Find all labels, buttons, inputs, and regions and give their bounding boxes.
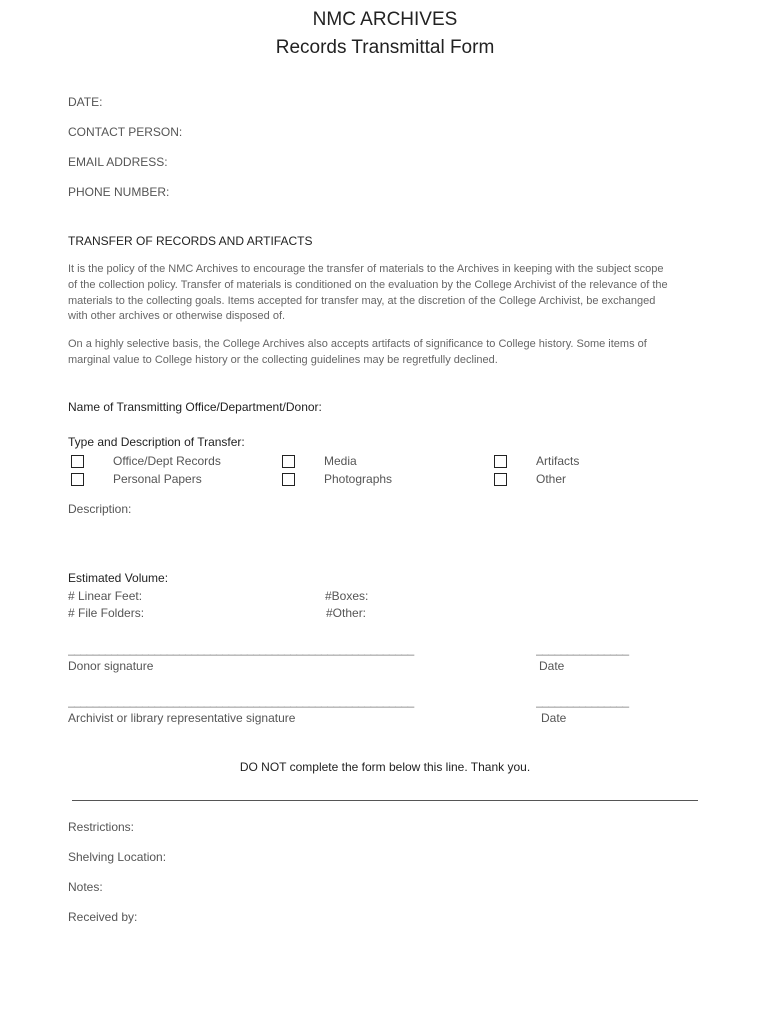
other-label: Other: [536, 472, 567, 486]
transfer-type-label: Type and Description of Transfer:: [68, 435, 245, 449]
archivist-date-label: Date: [541, 711, 567, 725]
restrictions-field-label: Restrictions:: [68, 820, 135, 834]
archivist-date-line: _______________: [536, 694, 629, 708]
transfer-heading: TRANSFER OF RECORDS AND ARTIFACTS: [68, 234, 313, 248]
description-field-label: Description:: [68, 502, 132, 516]
linear-feet-field-label: # Linear Feet:: [68, 589, 143, 603]
do-not-complete-notice: DO NOT complete the form below this line. Thank you.: [239, 760, 531, 774]
media-checkbox[interactable]: [282, 455, 295, 468]
photographs-label: Photographs: [324, 472, 393, 486]
form-title: NMC ARCHIVES: [312, 9, 458, 30]
file-folders-field-label: # File Folders:: [68, 606, 145, 620]
other-checkbox[interactable]: [494, 473, 507, 486]
donor-signature-label: Donor signature: [68, 659, 154, 673]
office-dept-records-checkbox[interactable]: [71, 455, 84, 468]
donor-date-label: Date: [539, 659, 565, 673]
policy-paragraph-2: On a highly selective basis, the College Archives also accepts artifacts of significance to College history. Some items of marginal value to College history or the collecting guidelines may be regretfully declined.: [68, 338, 647, 366]
other-volume-field-label: #Other:: [326, 606, 367, 620]
media-label: Media: [324, 454, 357, 468]
office-dept-records-label: Office/Dept Records: [113, 454, 221, 468]
artifacts-checkbox[interactable]: [494, 455, 507, 468]
date-field-label: DATE:: [68, 95, 103, 109]
policy-paragraph-1: It is the policy of the NMC Archives to encourage the transfer of materials to the Archives in keeping with the subject scope of the collection policy. Transfer of materials is conditioned on the evaluation by the College Archivist of the relevance of the materials to the collecting goals. Items accepted for transfer may, at the discretion of the College Archivist, be exchanged with other archives or otherwise disposed of.: [68, 263, 668, 323]
personal-papers-checkbox[interactable]: [71, 473, 84, 486]
donor-name-label: Name of Transmitting Office/Department/Donor:: [68, 400, 322, 414]
notes-field-label: Notes:: [68, 880, 103, 894]
contact-person-field-label: CONTACT PERSON:: [68, 125, 183, 139]
donor-date-line: _______________: [536, 642, 629, 656]
email-field-label: EMAIL ADDRESS:: [68, 155, 168, 169]
archivist-signature-label: Archivist or library representative signature: [68, 711, 296, 725]
phone-field-label: PHONE NUMBER:: [68, 185, 170, 199]
photographs-checkbox[interactable]: [282, 473, 295, 486]
archivist-signature-line: ________________________________________________________: [68, 694, 414, 708]
artifacts-label: Artifacts: [536, 454, 580, 468]
shelving-location-field-label: Shelving Location:: [68, 850, 167, 864]
personal-papers-label: Personal Papers: [113, 472, 202, 486]
received-by-field-label: Received by:: [68, 910, 138, 924]
divider-rule: [72, 800, 698, 801]
form-subtitle: Records Transmittal Form: [275, 37, 495, 58]
estimated-volume-label: Estimated Volume:: [68, 571, 169, 585]
donor-signature-line: ________________________________________________________: [68, 642, 414, 656]
boxes-field-label: #Boxes:: [325, 589, 369, 603]
